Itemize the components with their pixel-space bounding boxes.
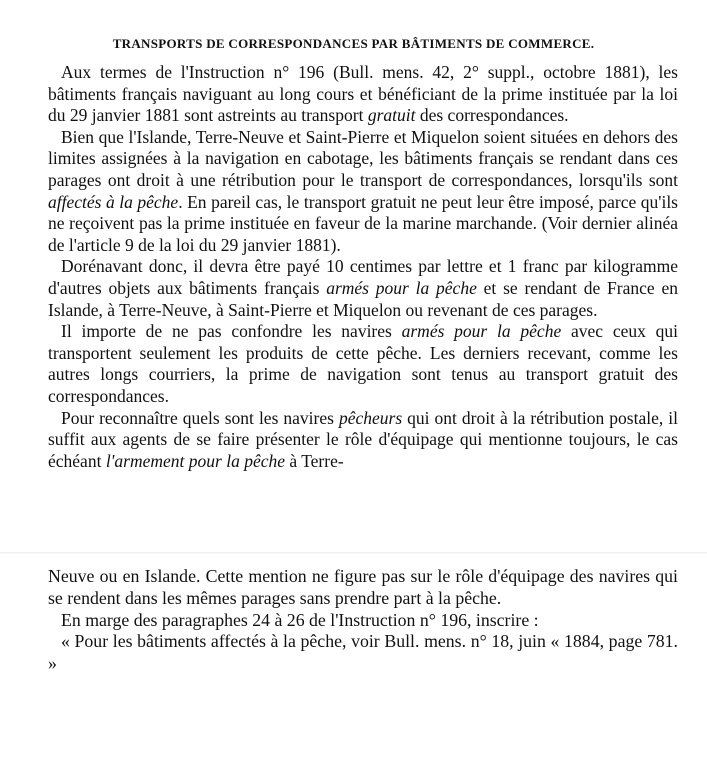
paragraph-8: « Pour les bâtiments affectés à la pêche, voir Bull. mens. n° 18, juin « 1884, page 781. » — [48, 631, 678, 674]
paragraph-3: Dorénavant donc, il devra être payé 10 centimes par lettre et 1 franc par kilogramme d'autres objets aux bâtiments français armés pour la pêche et se rendant de France en Islande, à Terre-Neuve, à Saint-Pierre et Miquelon ou revenant de ces parages. — [48, 256, 678, 320]
running-header: TRANSPORTS DE CORRESPONDANCES PAR BÂTIMENTS DE COMMERCE. — [112, 36, 595, 51]
paragraph-4: Il importe de ne pas confondre les navires armés pour la pêche avec ceux qui transportent seulement les produits de cette pêche. Les derniers recevant, comme les autres longs courriers, la prime de navigation sont tenus au transport gratuit des correspondances. — [48, 321, 678, 406]
page-fold-divider — [0, 552, 707, 554]
paragraph-5: Pour reconnaître quels sont les navires pêcheurs qui ont droit à la rétribution postale, il suffit aux agents de se faire présenter le rôle d'équipage qui mentionne toujours, le cas échéant l'armement pour la pêche à Terre- — [48, 407, 678, 471]
paragraph-6: Neuve ou en Islande. Cette mention ne figure pas sur le rôle d'équipage des navires qui se rendent dans les mêmes parages sans prendre part à la pêche. — [48, 566, 678, 608]
paragraph-7: En marge des paragraphes 24 à 26 de l'Instruction n° 196, inscrire : — [61, 609, 539, 630]
text-block-upper — [48, 62, 678, 472]
text-block-lower — [48, 566, 678, 675]
paragraph-1: Aux termes de l'Instruction n° 196 (Bull. mens. 42, 2° suppl., octobre 1881), les bâtiments français naviguant au long cours et bénéficiant de la prime instituée par la loi du 29 janvier 1881 sont astreints au transport gratuit des correspondances. — [48, 62, 678, 126]
paragraph-2: Bien que l'Islande, Terre-Neuve et Saint-Pierre et Miquelon soient situées en dehors des limites assignées à la navigation en cabotage, les bâtiments français se rendant dans ces parages ont droit à une rétribution pour le transport de correspondances, lorsqu'ils sont affectés à la pêche. En pareil cas, le transport gratuit ne peut leur être imposé, parce qu'ils ne reçoivent pas la prime instituée en faveur de la marine marchande. (Voir dernier alinéa de l'article 9 de la loi du 29 janvier 1881). — [48, 126, 678, 255]
